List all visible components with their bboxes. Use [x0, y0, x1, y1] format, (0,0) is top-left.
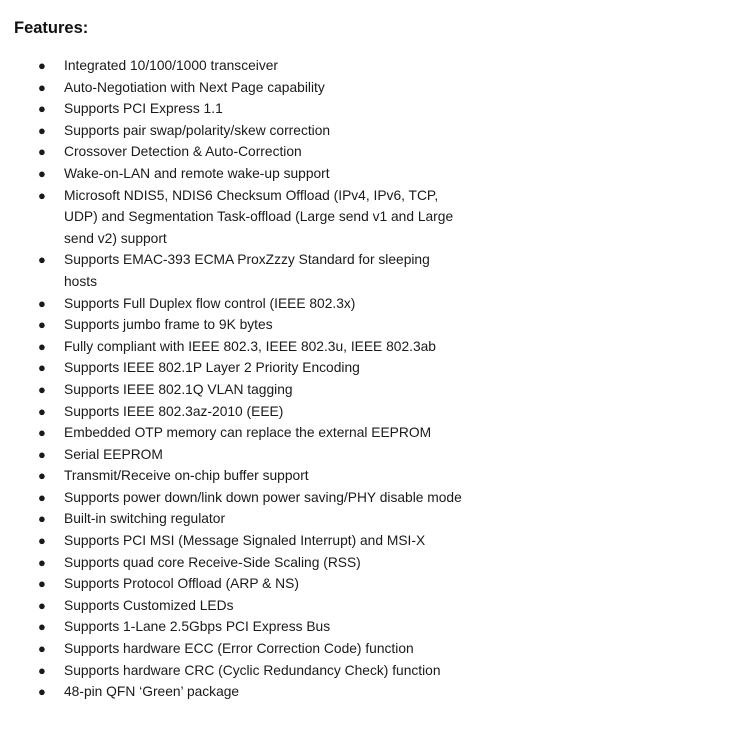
feature-text: Serial EEPROM: [64, 446, 163, 462]
bullet-icon: ●: [38, 381, 46, 397]
bullet-icon: ●: [38, 446, 46, 462]
feature-item: [0, 487, 464, 509]
bullet-icon: ●: [38, 58, 46, 73]
feature-text: Supports pair swap/polarity/skew correction: [64, 122, 331, 138]
feature-item: [0, 595, 464, 617]
feature-text: Supports IEEE 802.1Q VLAN tagging: [64, 381, 293, 397]
feature-item: [0, 530, 464, 552]
bullet-icon: ●: [38, 554, 46, 570]
bullet-icon: ●: [38, 360, 46, 376]
feature-text: Wake-on-LAN and remote wake-up support: [64, 165, 330, 181]
feature-item: [0, 163, 464, 185]
bullet-icon: ●: [38, 576, 46, 592]
feature-item: [0, 616, 464, 638]
feature-text: Supports jumbo frame to 9K bytes: [64, 317, 273, 333]
feature-text: Microsoft NDIS5, NDIS6 Checksum Offload (IPv4, IPv6, TCP, UDP) and Segmentation Task-offload (Large send v1 and Large send v2) support: [64, 187, 454, 246]
feature-item: [0, 660, 464, 682]
feature-text: Embedded OTP memory can replace the external EEPROM: [64, 425, 432, 441]
bullet-icon: ●: [38, 317, 46, 333]
bullet-icon: ●: [38, 187, 46, 203]
bullet-icon: ●: [38, 403, 46, 419]
feature-text: 48-pin QFN ‘Green’ package: [64, 684, 240, 700]
feature-text: Supports PCI Express 1.1: [64, 101, 223, 117]
feature-item: [0, 379, 464, 401]
bullet-icon: ●: [38, 101, 46, 117]
feature-item: [0, 552, 464, 574]
feature-text: Supports EMAC-393 ECMA ProxZzzy Standard for sleeping hosts: [64, 252, 430, 289]
feature-item: [0, 120, 464, 142]
feature-text: Supports PCI MSI (Message Signaled Interrupt) and MSI-X: [64, 533, 426, 549]
bullet-icon: ●: [38, 122, 46, 138]
bullet-icon: ●: [38, 597, 46, 613]
feature-item: [0, 55, 464, 77]
feature-text: Supports IEEE 802.3az-2010 (EEE): [64, 403, 284, 419]
feature-item: [0, 141, 464, 163]
feature-item: [0, 638, 464, 660]
feature-item: [0, 185, 464, 250]
bullet-icon: ●: [38, 165, 46, 181]
bullet-icon: ●: [38, 295, 46, 311]
feature-item: [0, 336, 464, 358]
bullet-icon: ●: [38, 144, 46, 160]
feature-item: [0, 98, 464, 120]
feature-text: Supports power down/link down power saving/PHY disable mode: [64, 489, 462, 505]
bullet-icon: ●: [38, 489, 46, 505]
feature-text: Supports IEEE 802.1P Layer 2 Priority Encoding: [64, 360, 360, 376]
bullet-icon: ●: [38, 252, 46, 268]
bullet-icon: ●: [38, 662, 46, 678]
feature-item: [0, 444, 464, 466]
feature-text: Supports Customized LEDs: [64, 597, 234, 613]
feature-item: [0, 357, 464, 379]
bullet-icon: ●: [38, 641, 46, 657]
feature-text: Supports hardware ECC (Error Correction Code) function: [64, 641, 414, 657]
bullet-icon: ●: [38, 684, 46, 700]
feature-text: Supports 1-Lane 2.5Gbps PCI Express Bus: [64, 619, 331, 635]
bullet-icon: ●: [38, 79, 46, 95]
feature-item: [0, 401, 464, 423]
feature-item: [0, 293, 464, 315]
feature-text: Crossover Detection & Auto-Correction: [64, 144, 302, 160]
feature-text: Auto-Negotiation with Next Page capability: [64, 79, 325, 95]
bullet-icon: ●: [38, 619, 46, 635]
feature-text: Built-in switching regulator: [64, 511, 226, 527]
feature-text: Supports quad core Receive-Side Scaling (RSS): [64, 554, 361, 570]
feature-item: [0, 573, 464, 595]
feature-text: Fully compliant with IEEE 802.3, IEEE 802.3u, IEEE 802.3ab: [64, 338, 436, 354]
feature-list: [0, 55, 750, 703]
bullet-icon: ●: [38, 533, 46, 549]
feature-item: [0, 681, 464, 703]
features-heading: Features:: [14, 19, 89, 37]
feature-item: [0, 465, 464, 487]
bullet-icon: ●: [38, 425, 46, 441]
feature-item: [0, 314, 464, 336]
feature-text: Supports Protocol Offload (ARP & NS): [64, 576, 299, 592]
feature-item: [0, 249, 464, 292]
feature-item: [0, 508, 464, 530]
feature-item: [0, 422, 464, 444]
feature-text: Supports hardware CRC (Cyclic Redundancy Check) function: [64, 662, 441, 678]
bullet-icon: ●: [38, 511, 46, 527]
feature-text: Supports Full Duplex flow control (IEEE 802.3x): [64, 295, 356, 311]
bullet-icon: ●: [38, 338, 46, 354]
feature-text: Integrated 10/100/1000 transceiver: [64, 58, 278, 73]
feature-item: [0, 77, 464, 99]
bullet-icon: ●: [38, 468, 46, 484]
feature-text: Transmit/Receive on-chip buffer support: [64, 468, 309, 484]
